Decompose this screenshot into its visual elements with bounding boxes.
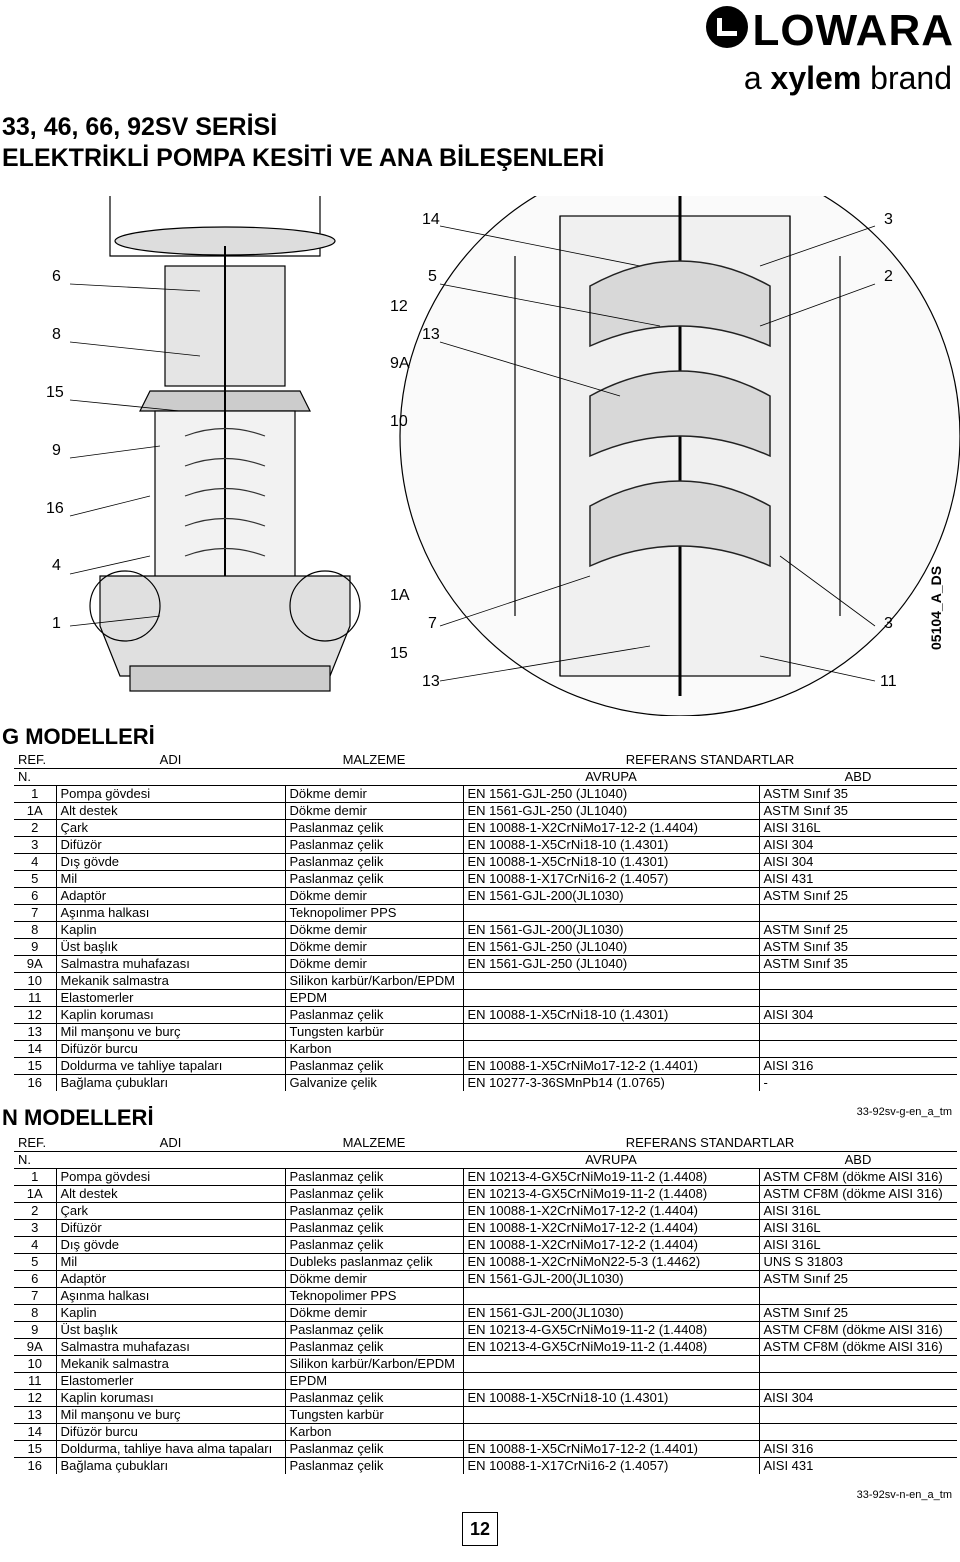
- cell-ref: 11: [14, 1373, 56, 1390]
- cell-name: Doldurma, tahliye hava alma tapaları: [56, 1441, 285, 1458]
- cell-name: Üst başlık: [56, 939, 285, 956]
- table-row: [14, 1424, 957, 1441]
- cell-name: Alt destek: [56, 803, 285, 820]
- cell-name: Difüzör: [56, 1220, 285, 1237]
- cell-material: Paslanmaz çelik: [285, 1186, 463, 1203]
- cell-name: Bağlama çubukları: [56, 1458, 285, 1475]
- cell-ref: 9: [14, 1322, 56, 1339]
- cell-usa: [759, 1024, 957, 1041]
- cell-europe: EN 1561-GJL-250 (JL1040): [463, 803, 759, 820]
- cell-europe: EN 10088-1-X2CrNiMo17-12-2 (1.4404): [463, 1220, 759, 1237]
- table-row: [14, 1254, 957, 1271]
- callout-4: 4: [52, 557, 61, 574]
- cell-name: Bağlama çubukları: [56, 1075, 285, 1092]
- n-models-table: [14, 1135, 957, 1474]
- n-models-heading: N MODELLERİ: [2, 1105, 154, 1130]
- cell-name: Mekanik salmastra: [56, 1356, 285, 1373]
- cell-name: Kaplin koruması: [56, 1390, 285, 1407]
- callout-5: 5: [428, 268, 437, 285]
- drawing-code: 05104_A_DS: [928, 565, 944, 650]
- cell-name: Difüzör: [56, 837, 285, 854]
- col-material: MALZEME: [342, 752, 406, 767]
- cell-material: Paslanmaz çelik: [285, 1237, 463, 1254]
- callout-3: 3: [884, 211, 893, 228]
- cell-usa: ASTM Sınıf 35: [759, 939, 957, 956]
- cell-material: Tungsten karbür: [285, 1407, 463, 1424]
- callout-3b: 3: [884, 615, 893, 632]
- cell-europe: [463, 905, 759, 922]
- cell-name: Pompa gövdesi: [56, 1169, 285, 1186]
- cell-europe: [463, 1024, 759, 1041]
- cell-ref: 14: [14, 1424, 56, 1441]
- cell-europe: EN 1561-GJL-200(JL1030): [463, 922, 759, 939]
- cell-material: Paslanmaz çelik: [285, 1220, 463, 1237]
- cell-material: Dökme demir: [285, 1305, 463, 1322]
- cell-name: Doldurma ve tahliye tapaları: [56, 1058, 285, 1075]
- table-row: [14, 786, 957, 803]
- cell-material: Dubleks paslanmaz çelik: [285, 1254, 463, 1271]
- cell-material: Paslanmaz çelik: [285, 1058, 463, 1075]
- cell-ref: 6: [14, 1271, 56, 1288]
- cell-europe: EN 10088-1-X5CrNiMo17-12-2 (1.4401): [463, 1058, 759, 1075]
- cell-usa: ASTM Sınıf 25: [759, 922, 957, 939]
- cell-name: Aşınma halkası: [56, 905, 285, 922]
- cell-name: Üst başlık: [56, 1322, 285, 1339]
- table-row: [14, 803, 957, 820]
- cell-ref: 7: [14, 905, 56, 922]
- cell-europe: EN 1561-GJL-250 (JL1040): [463, 956, 759, 973]
- col-standards: REFERANS STANDARTLAR: [625, 752, 795, 767]
- cell-name: Mil manşonu ve burç: [56, 1024, 285, 1041]
- title-line-2: ELEKTRİKLİ POMPA KESİTİ VE ANA BİLEŞENLERİ: [2, 144, 605, 172]
- cell-usa: AISI 316L: [759, 1220, 957, 1237]
- table-row: [14, 1169, 957, 1186]
- cell-material: Dökme demir: [285, 786, 463, 803]
- cell-europe: EN 10088-1-X5CrNi18-10 (1.4301): [463, 837, 759, 854]
- cell-ref: 14: [14, 1041, 56, 1058]
- cell-europe: EN 10213-4-GX5CrNiMo19-11-2 (1.4408): [463, 1169, 759, 1186]
- cell-usa: [759, 1356, 957, 1373]
- cell-ref: 12: [14, 1007, 56, 1024]
- cell-europe: EN 10088-1-X2CrNiMo17-12-2 (1.4404): [463, 1237, 759, 1254]
- cell-usa: UNS S 31803: [759, 1254, 957, 1271]
- callout-1: 1: [52, 615, 61, 632]
- cell-usa: ASTM Sınıf 25: [759, 888, 957, 905]
- cell-ref: 10: [14, 973, 56, 990]
- cell-ref: 6: [14, 888, 56, 905]
- cell-europe: EN 10088-1-X5CrNi18-10 (1.4301): [463, 1007, 759, 1024]
- cell-usa: [759, 1407, 957, 1424]
- cell-material: Paslanmaz çelik: [285, 1007, 463, 1024]
- cell-usa: AISI 431: [759, 871, 957, 888]
- callout-9a: 9A: [390, 355, 410, 372]
- callout-2: 2: [884, 268, 893, 285]
- callout-15: 15: [46, 384, 64, 401]
- logo-subtitle: a xylem brand: [743, 60, 952, 96]
- cell-material: Dökme demir: [285, 803, 463, 820]
- cell-name: Elastomerler: [56, 1373, 285, 1390]
- cell-name: Çark: [56, 820, 285, 837]
- cell-europe: EN 10213-4-GX5CrNiMo19-11-2 (1.4408): [463, 1322, 759, 1339]
- cell-europe: [463, 1373, 759, 1390]
- table-row: [14, 1024, 957, 1041]
- cell-name: Dış gövde: [56, 854, 285, 871]
- cell-ref: 16: [14, 1075, 56, 1092]
- cell-material: Paslanmaz çelik: [285, 820, 463, 837]
- cell-europe: [463, 990, 759, 1007]
- col-standards: REFERANS STANDARTLAR: [625, 1135, 795, 1150]
- cell-ref: 13: [14, 1024, 56, 1041]
- cell-name: Adaptör: [56, 888, 285, 905]
- cell-usa: ASTM CF8M (dökme AISI 316): [759, 1322, 957, 1339]
- callout-11: 11: [880, 673, 897, 690]
- cell-usa: [759, 1373, 957, 1390]
- col-ref-n: N.: [14, 1152, 56, 1169]
- cell-material: Paslanmaz çelik: [285, 1441, 463, 1458]
- col-ref-n: N.: [14, 769, 56, 786]
- cell-usa: AISI 316L: [759, 1237, 957, 1254]
- cell-ref: 10: [14, 1356, 56, 1373]
- table-row: [14, 820, 957, 837]
- cell-name: Alt destek: [56, 1186, 285, 1203]
- title-line-1: 33, 46, 66, 92SV SERİSİ: [2, 113, 278, 141]
- cell-name: Mil: [56, 871, 285, 888]
- cell-material: Paslanmaz çelik: [285, 1458, 463, 1475]
- cell-ref: 8: [14, 922, 56, 939]
- cell-material: Galvanize çelik: [285, 1075, 463, 1092]
- cell-usa: ASTM Sınıf 35: [759, 803, 957, 820]
- cell-usa: [759, 990, 957, 1007]
- cell-ref: 3: [14, 1220, 56, 1237]
- table-row: [14, 1007, 957, 1024]
- cell-ref: 8: [14, 1305, 56, 1322]
- cell-material: Silikon karbür/Karbon/EPDM: [285, 1356, 463, 1373]
- table-row: [14, 1203, 957, 1220]
- table-row: [14, 1288, 957, 1305]
- cell-ref: 9A: [14, 956, 56, 973]
- cell-name: Mekanik salmastra: [56, 973, 285, 990]
- cell-material: Paslanmaz çelik: [285, 871, 463, 888]
- cell-usa: ASTM Sınıf 25: [759, 1271, 957, 1288]
- cell-usa: [759, 1424, 957, 1441]
- cell-europe: [463, 1356, 759, 1373]
- cell-europe: EN 10088-1-X2CrNiMo17-12-2 (1.4404): [463, 1203, 759, 1220]
- cell-usa: AISI 304: [759, 1390, 957, 1407]
- cell-europe: EN 10277-3-36SMnPb14 (1.0765): [463, 1075, 759, 1092]
- callout-10: 10: [390, 413, 408, 430]
- cell-ref: 12: [14, 1390, 56, 1407]
- table-row: [14, 1271, 957, 1288]
- cell-material: Tungsten karbür: [285, 1024, 463, 1041]
- cell-europe: [463, 1041, 759, 1058]
- cell-material: Paslanmaz çelik: [285, 1390, 463, 1407]
- table-row: [14, 1407, 957, 1424]
- cell-usa: AISI 316: [759, 1441, 957, 1458]
- cell-material: Paslanmaz çelik: [285, 1339, 463, 1356]
- cell-ref: 5: [14, 871, 56, 888]
- cell-material: Paslanmaz çelik: [285, 854, 463, 871]
- table-row: [14, 1237, 957, 1254]
- cell-europe: EN 10213-4-GX5CrNiMo19-11-2 (1.4408): [463, 1186, 759, 1203]
- cell-europe: EN 1561-GJL-200(JL1030): [463, 888, 759, 905]
- table-row: [14, 888, 957, 905]
- cell-usa: AISI 304: [759, 1007, 957, 1024]
- cell-ref: 5: [14, 1254, 56, 1271]
- table-row: [14, 1441, 957, 1458]
- cell-europe: EN 10088-1-X17CrNi16-2 (1.4057): [463, 1458, 759, 1475]
- cell-material: EPDM: [285, 990, 463, 1007]
- cell-ref: 3: [14, 837, 56, 854]
- table-row: [14, 922, 957, 939]
- table-row: [14, 1058, 957, 1075]
- col-europe: AVRUPA: [463, 1152, 759, 1169]
- cell-usa: [759, 1288, 957, 1305]
- table-row: [14, 939, 957, 956]
- cell-material: Karbon: [285, 1041, 463, 1058]
- g-table-code: 33-92sv-g-en_a_tm: [856, 1106, 952, 1118]
- cell-ref: 15: [14, 1058, 56, 1075]
- table-row: [14, 973, 957, 990]
- callout-15b: 15: [390, 645, 408, 662]
- table-row: [14, 1041, 957, 1058]
- cell-europe: EN 10088-1-X5CrNiMo17-12-2 (1.4401): [463, 1441, 759, 1458]
- cell-europe: [463, 1288, 759, 1305]
- cell-ref: 1: [14, 1169, 56, 1186]
- cell-usa: [759, 1041, 957, 1058]
- cell-material: Teknopolimer PPS: [285, 1288, 463, 1305]
- cell-name: Difüzör burcu: [56, 1041, 285, 1058]
- cell-name: Kaplin: [56, 922, 285, 939]
- cell-usa: ASTM Sınıf 35: [759, 786, 957, 803]
- cell-usa: ASTM CF8M (dökme AISI 316): [759, 1169, 957, 1186]
- logo-brand: LOWARA: [752, 6, 954, 55]
- table-row: [14, 1305, 957, 1322]
- table-row: [14, 1458, 957, 1475]
- col-name: ADI: [159, 1135, 182, 1150]
- lowara-logo: [704, 4, 954, 98]
- cell-usa: AISI 316L: [759, 1203, 957, 1220]
- cell-usa: ASTM Sınıf 25: [759, 1305, 957, 1322]
- cell-europe: EN 10088-1-X17CrNi16-2 (1.4057): [463, 871, 759, 888]
- callout-7: 7: [428, 615, 437, 632]
- cell-ref: 1: [14, 786, 56, 803]
- col-name: ADI: [159, 752, 182, 767]
- cell-ref: 4: [14, 854, 56, 871]
- cell-ref: 2: [14, 1203, 56, 1220]
- page-number: 12: [462, 1512, 498, 1546]
- cell-material: Dökme demir: [285, 922, 463, 939]
- cell-europe: EN 10088-1-X5CrNi18-10 (1.4301): [463, 1390, 759, 1407]
- col-ref: REF.: [18, 1135, 47, 1150]
- cell-material: Dökme demir: [285, 956, 463, 973]
- callout-14: 14: [422, 211, 440, 228]
- cell-name: Elastomerler: [56, 990, 285, 1007]
- col-usa: ABD: [759, 769, 957, 786]
- cell-usa: AISI 304: [759, 854, 957, 871]
- callout-16: 16: [46, 500, 64, 517]
- col-material: MALZEME: [342, 1135, 406, 1150]
- n-table-code: 33-92sv-n-en_a_tm: [856, 1489, 952, 1501]
- cell-europe: EN 1561-GJL-200(JL1030): [463, 1271, 759, 1288]
- cell-material: Paslanmaz çelik: [285, 1203, 463, 1220]
- lowara-mark-icon: [704, 4, 750, 50]
- cell-name: Mil: [56, 1254, 285, 1271]
- table-row: [14, 905, 957, 922]
- cell-europe: [463, 973, 759, 990]
- cell-material: Dökme demir: [285, 888, 463, 905]
- cell-europe: EN 10088-1-X2CrNiMoN22-5-3 (1.4462): [463, 1254, 759, 1271]
- cell-material: Paslanmaz çelik: [285, 837, 463, 854]
- table-row: [14, 1186, 957, 1203]
- callout-9: 9: [52, 442, 61, 459]
- cell-name: Kaplin: [56, 1305, 285, 1322]
- cell-name: Pompa gövdesi: [56, 786, 285, 803]
- cell-material: Karbon: [285, 1424, 463, 1441]
- table-row: [14, 1339, 957, 1356]
- cell-ref: 1A: [14, 1186, 56, 1203]
- cell-usa: AISI 316: [759, 1058, 957, 1075]
- col-ref: REF.: [18, 752, 47, 767]
- cell-material: EPDM: [285, 1373, 463, 1390]
- cell-ref: 1A: [14, 803, 56, 820]
- table-row: [14, 1373, 957, 1390]
- table-row: [14, 990, 957, 1007]
- cell-name: Difüzör burcu: [56, 1424, 285, 1441]
- cell-ref: 16: [14, 1458, 56, 1475]
- g-models-heading: G MODELLERİ: [2, 724, 155, 749]
- table-row: [14, 1220, 957, 1237]
- cell-ref: 11: [14, 990, 56, 1007]
- table-row: [14, 854, 957, 871]
- callout-13: 13: [422, 326, 440, 343]
- cell-name: Mil manşonu ve burç: [56, 1407, 285, 1424]
- table-row: [14, 871, 957, 888]
- cell-usa: ASTM CF8M (dökme AISI 316): [759, 1186, 957, 1203]
- callout-8: 8: [52, 326, 61, 343]
- callout-1a: 1A: [390, 587, 410, 604]
- cell-usa: ASTM Sınıf 35: [759, 956, 957, 973]
- cell-usa: AISI 316L: [759, 820, 957, 837]
- cell-name: Salmastra muhafazası: [56, 1339, 285, 1356]
- cell-europe: EN 10213-4-GX5CrNiMo19-11-2 (1.4408): [463, 1339, 759, 1356]
- cell-ref: 9: [14, 939, 56, 956]
- cell-material: Silikon karbür/Karbon/EPDM: [285, 973, 463, 990]
- cell-usa: [759, 905, 957, 922]
- cell-usa: [759, 973, 957, 990]
- cell-material: Dökme demir: [285, 939, 463, 956]
- cell-usa: AISI 431: [759, 1458, 957, 1475]
- col-usa: ABD: [759, 1152, 957, 1169]
- cell-usa: AISI 304: [759, 837, 957, 854]
- cell-ref: 2: [14, 820, 56, 837]
- cell-material: Paslanmaz çelik: [285, 1322, 463, 1339]
- cell-usa: -: [759, 1075, 957, 1092]
- pump-cross-section-drawing: [0, 196, 960, 716]
- page-title: [2, 112, 604, 174]
- cell-ref: 9A: [14, 1339, 56, 1356]
- cell-name: Çark: [56, 1203, 285, 1220]
- cell-europe: EN 1561-GJL-250 (JL1040): [463, 939, 759, 956]
- callout-13b: 13: [422, 673, 440, 690]
- table-row: [14, 837, 957, 854]
- cell-ref: 13: [14, 1407, 56, 1424]
- cell-material: Teknopolimer PPS: [285, 905, 463, 922]
- cell-name: Aşınma halkası: [56, 1288, 285, 1305]
- cell-europe: [463, 1407, 759, 1424]
- table-row: [14, 1356, 957, 1373]
- callout-12: 12: [390, 298, 408, 315]
- col-europe: AVRUPA: [463, 769, 759, 786]
- cell-material: Dökme demir: [285, 1271, 463, 1288]
- cell-europe: [463, 1424, 759, 1441]
- cell-europe: EN 10088-1-X5CrNi18-10 (1.4301): [463, 854, 759, 871]
- cell-name: Dış gövde: [56, 1237, 285, 1254]
- cell-europe: EN 1561-GJL-250 (JL1040): [463, 786, 759, 803]
- cell-ref: 7: [14, 1288, 56, 1305]
- callout-6: 6: [52, 268, 61, 285]
- cell-ref: 4: [14, 1237, 56, 1254]
- table-row: [14, 956, 957, 973]
- cell-europe: EN 1561-GJL-200(JL1030): [463, 1305, 759, 1322]
- cell-europe: EN 10088-1-X2CrNiMo17-12-2 (1.4404): [463, 820, 759, 837]
- cell-name: Salmastra muhafazası: [56, 956, 285, 973]
- table-row: [14, 1075, 957, 1092]
- cell-name: Kaplin koruması: [56, 1007, 285, 1024]
- cell-ref: 15: [14, 1441, 56, 1458]
- table-row: [14, 1322, 957, 1339]
- cell-name: Adaptör: [56, 1271, 285, 1288]
- g-models-table: [14, 752, 957, 1091]
- table-row: [14, 1390, 957, 1407]
- cell-usa: ASTM CF8M (dökme AISI 316): [759, 1339, 957, 1356]
- cell-material: Paslanmaz çelik: [285, 1169, 463, 1186]
